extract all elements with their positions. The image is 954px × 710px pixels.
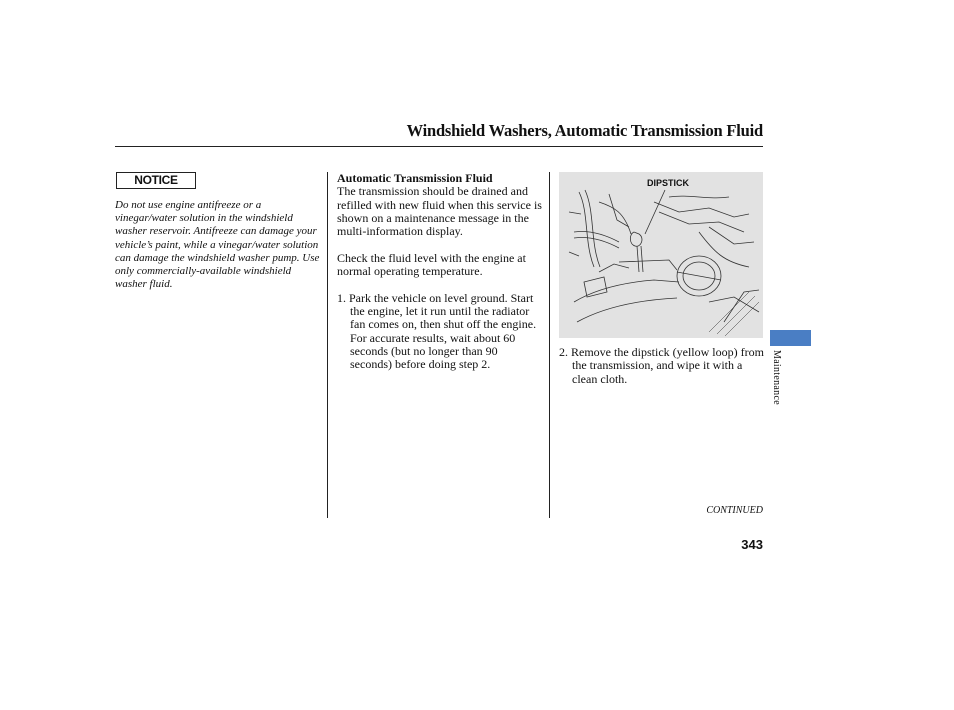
atf-check: Check the fluid level with the engine at normal operating temperature. [337, 250, 526, 279]
continued-label: CONTINUED [706, 505, 763, 516]
atf-section [337, 172, 542, 371]
atf-intro: The transmission should be drained and refilled with new fluid when this service is shown on a maintenance message in the multi-information display. [337, 184, 542, 239]
engine-bay-drawing [559, 172, 763, 338]
step-1: 1. Park the vehicle on level ground. Start the engine, let it run until the radiator fan comes on, then shut off the engine. For accurate results, wait about 60 seconds (but no longer than 90 seconds) before doing step 2. [337, 290, 537, 372]
dipstick-illustration [559, 172, 763, 338]
section-heading: Automatic Transmission Fluid [337, 171, 493, 185]
title-rule [115, 146, 763, 147]
page-number: 343 [741, 537, 763, 552]
notice-text: Do not use engine antifreeze or a vinegar/water solution in the windshield washer reservoir. Antifreeze can damage your vehicle’s paint, while a vinegar/water solution can damage the windshield washer pump. Use only commercially-available windshield washer fluid. [115, 199, 320, 291]
section-label: Maintenance [771, 350, 782, 405]
section-tab [770, 330, 811, 346]
page-title: Windshield Washers, Automatic Transmission Fluid [406, 121, 763, 140]
step-2: 2. Remove the dipstick (yellow loop) from the transmission, and wipe it with a clean cloth. [559, 345, 764, 386]
figure-label: DIPSTICK [647, 178, 690, 188]
column-divider [549, 172, 550, 518]
notice-label: NOTICE [116, 172, 196, 189]
atf-section-continued [559, 346, 764, 386]
column-divider [327, 172, 328, 518]
